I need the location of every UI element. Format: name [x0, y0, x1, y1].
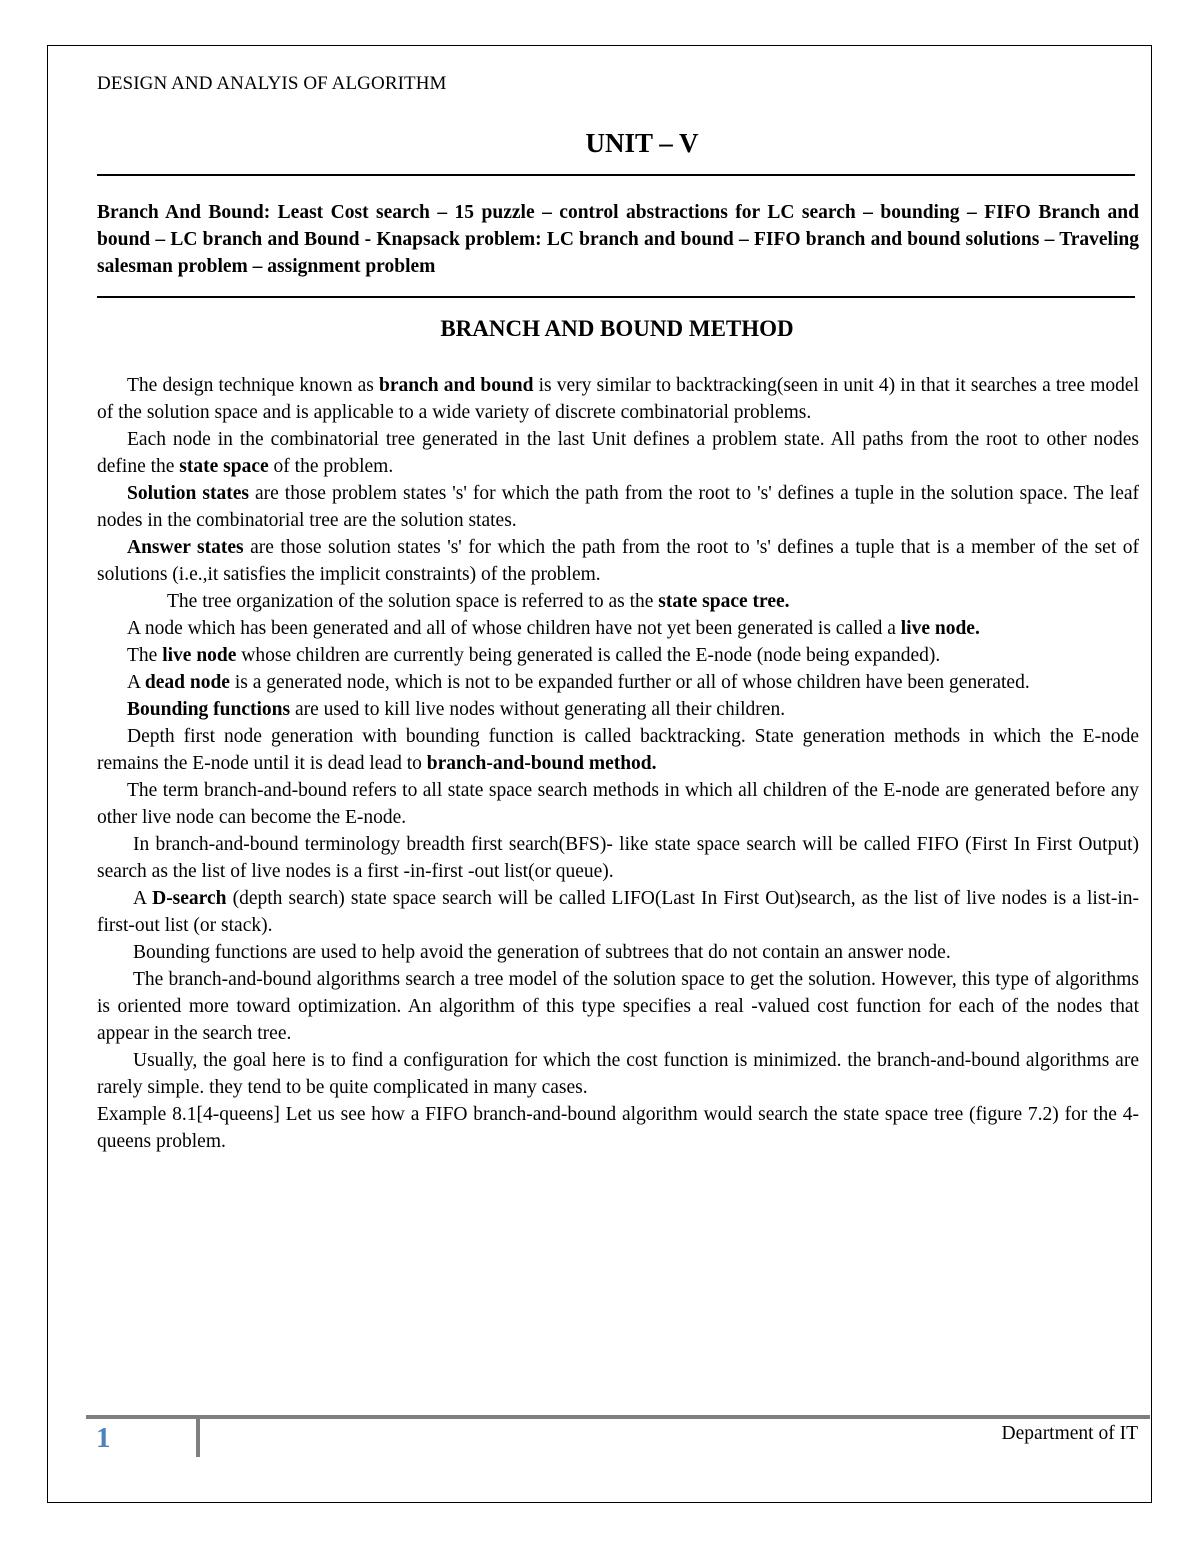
term-bold: branch-and-bound method.: [426, 753, 657, 774]
term-bold: Bounding functions: [127, 699, 291, 720]
paragraph: Example 8.1[4-queens] Let us see how a FIFO branch-and-bound algorithm would search the state space tree (figure 7.2) for the 4-queens problem.: [97, 1104, 1139, 1152]
term-bold: Answer states: [127, 537, 244, 558]
paragraph: The term branch-and-bound refers to all state space search methods in which all children of the E-node are generated before any other live node can become the E-node.: [97, 780, 1139, 828]
footer-rule-tick: [196, 1415, 200, 1457]
paragraph: Bounding functions are used to help avoid the generation of subtrees that do not contain an answer node.: [133, 942, 951, 963]
term-bold: branch and bound: [379, 375, 534, 396]
paragraph: Answer states are those solution states 's' for which the path from the root to 's' defines a tuple that is a member of the set of solutions (i.e.,it satisfies the implicit constraints) of the problem.: [97, 537, 1139, 585]
term-bold: live node.: [900, 618, 980, 639]
paragraph: In branch-and-bound terminology breadth first search(BFS)- like state space search will be called FIFO (First In First Output) search as the list of live nodes is a first -in-first -out list(or queue).: [97, 834, 1139, 882]
term-bold: state space tree.: [658, 591, 790, 612]
syllabus-topics: Branch And Bound: Least Cost search – 15 puzzle – control abstractions for LC search – bounding – FIFO Branch and bound – LC branch and Bound - Knapsack problem: LC branch and bound – FIFO branch and bound solutions – Traveling salesman problem – assignment problem: [97, 202, 1139, 277]
term-bold: D-search: [152, 888, 227, 909]
paragraph: The tree organization of the solution space is referred to as the state space tree.: [167, 591, 790, 612]
unit-title: UNIT – V: [585, 128, 699, 158]
body-text: [97, 372, 1139, 1155]
term-bold: dead node: [144, 672, 230, 693]
term-bold: state space: [179, 456, 269, 477]
paragraph: Bounding functions are used to kill live nodes without generating all their children.: [127, 699, 786, 720]
paragraph: A D-search (depth search) state space search will be called LIFO(Last In First Out)search, as the list of live nodes is a list-in-first-out list (or stack).: [97, 888, 1139, 936]
divider-bottom: [97, 296, 1135, 298]
term-bold: live node: [162, 645, 237, 666]
paragraph: A node which has been generated and all of whose children have not yet been generated is called a live node.: [127, 618, 980, 639]
paragraph: Each node in the combinatorial tree generated in the last Unit defines a problem state. All paths from the root to other nodes define the state space of the problem.: [97, 429, 1139, 477]
document-header-title: DESIGN AND ANALYIS OF ALGORITHM: [97, 73, 447, 94]
paragraph: The branch-and-bound algorithms search a tree model of the solution space to get the solution. However, this type of algorithms is oriented more toward optimization. An algorithm of this type specifies a real -valued cost function for each of the nodes that appear in the search tree.: [97, 969, 1139, 1044]
page-number: 1: [96, 1422, 111, 1454]
paragraph: The design technique known as branch and bound is very similar to backtracking(seen in unit 4) in that it searches a tree model of the solution space and is applicable to a wide variety of discrete combinatorial problems.: [97, 375, 1139, 423]
paragraph: The live node whose children are currently being generated is called the E-node (node being expanded).: [127, 645, 941, 666]
paragraph: Solution states are those problem states 's' for which the path from the root to 's' defines a tuple in the solution space. The leaf nodes in the combinatorial tree are the solution states.: [97, 483, 1140, 531]
footer-rule: [86, 1415, 1150, 1419]
paragraph: Usually, the goal here is to find a configuration for which the cost function is minimized. the branch-and-bound algorithms are rarely simple. they tend to be quite complicated in many cases.: [97, 1050, 1139, 1098]
footer-department: Department of IT: [1001, 1423, 1138, 1444]
divider-top: [97, 174, 1135, 176]
term-bold: Solution states: [127, 483, 249, 504]
section-title: BRANCH AND BOUND METHOD: [440, 316, 794, 341]
paragraph: Depth first node generation with bounding function is called backtracking. State generation methods in which the E-node remains the E-node until it is dead lead to branch-and-bound method.: [97, 726, 1139, 774]
paragraph: A dead node is a generated node, which is not to be expanded further or all of whose children have been generated.: [127, 672, 1030, 693]
